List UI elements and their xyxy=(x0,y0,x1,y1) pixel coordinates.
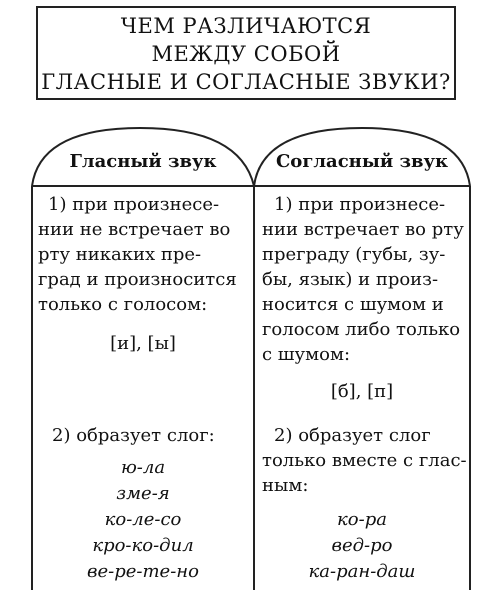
vowel-text-line: только с голосом: xyxy=(38,294,208,315)
vowel-examples: [и], [ы] xyxy=(110,333,176,354)
consonant-text-line: 1) при произнесе- xyxy=(274,194,446,215)
vowel-word: кро-ко-дил xyxy=(92,535,194,556)
consonant-text-line: носится с шумом и xyxy=(262,294,444,315)
vowel-header: Гласный звук xyxy=(69,151,217,172)
consonant-text-line: бы, язык) и произ- xyxy=(262,269,439,290)
consonant-point2-line: 2) образует слог xyxy=(274,425,431,446)
vowel-point2: 2) образует слог: xyxy=(52,425,215,446)
vowel-text-line: рту никаких пре- xyxy=(38,244,202,265)
vowel-word: ко-ле-со xyxy=(104,509,182,530)
vowel-text-line: нии не встречает во xyxy=(38,219,231,240)
consonant-text-line: преграду (губы, зу- xyxy=(262,244,446,265)
consonant-text-line: голосом либо только xyxy=(262,319,461,340)
vowel-word: зме-я xyxy=(116,483,170,504)
title-line-1: ЧЕМ РАЗЛИЧАЮТСЯ xyxy=(120,14,372,38)
consonant-point2-line: только вместе с глас- xyxy=(262,450,467,471)
title-line-3: ГЛАСНЫЕ И СОГЛАСНЫЕ ЗВУКИ? xyxy=(41,70,451,94)
consonant-word: ка-ран-даш xyxy=(308,561,416,582)
vowel-text-line: 1) при произнесе- xyxy=(48,194,220,215)
consonant-word: вед-ро xyxy=(331,535,393,556)
title-line-2: МЕЖДУ СОБОЙ xyxy=(151,42,341,66)
consonant-examples: [б], [п] xyxy=(330,381,394,402)
vowel-word: ве-ре-те-но xyxy=(87,561,199,582)
consonant-word: ко-ра xyxy=(337,509,387,530)
consonant-text-line: нии встречает во рту xyxy=(262,219,464,240)
consonant-header: Согласный звук xyxy=(275,151,449,172)
vowel-text-line: град и произносится xyxy=(38,269,237,290)
consonant-point2-line: ным: xyxy=(262,475,309,496)
consonant-text-line: с шумом: xyxy=(262,344,351,365)
vowel-word: ю-ла xyxy=(120,457,166,478)
